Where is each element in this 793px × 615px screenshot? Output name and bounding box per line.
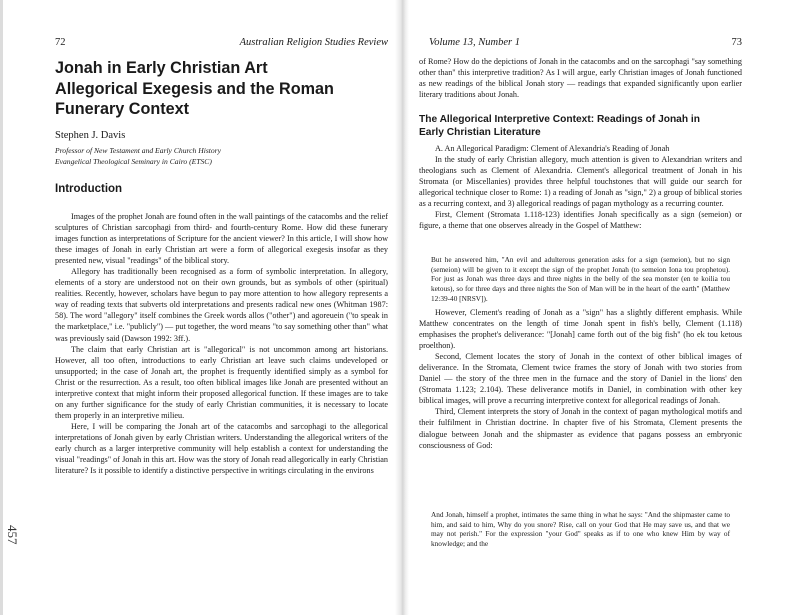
subheading-clement: A. An Allegorical Paradigm: Clement of Alexandria's Reading of Jonah <box>435 144 670 153</box>
right-page <box>419 0 742 615</box>
stromata-quote: And Jonah, himself a prophet, intimates the same thing in what he says: "And the shipmaster came to him, and said to him, Why do you snore? Rise, call on your God that He may save us, and that we may not perish." For the expression "your God" speaks as if to one who knew Him by way of knowledge; and the <box>431 510 730 549</box>
right-page-number: 73 <box>731 37 742 48</box>
section-heading-introduction: Introduction <box>55 183 123 195</box>
book-gutter <box>395 0 409 615</box>
right-paragraph-5: Third, Clement interprets the story of Jonah in the context of pagan mythological motifs and their fulfilment in Christian doctrine. In chapter five of his Stromata, Clement presents the dialogue between Jonah and the shipmaster as evidence that pagans possess an embryonic consciousness of God: <box>419 407 742 450</box>
left-paragraph-1: Images of the prophet Jonah are found often in the wall paintings of the catacombs and the relief sculptures of Christian sarcophagi from third- and fourth-century Rome. How did these funerary images function as interpretations of Scripture for the ancient viewer? In this article, I will show how these images of Jonah in early Christian art were a form of allegorical exegesis insofar as they presented new, visual "readings" of the biblical story. <box>55 212 388 266</box>
right-paragraph-1: In the study of early Christian allegory, much attention is given to Alexandrian writers and theologians such as Clement of Alexandria. Clement's allegorical treatment of Jonah in his Stromata (or Miscellanies) provides three helpful touchstones that will guide our search for allegorical technique closer to Rome: 1) a reading of Jonah as "sign," 2) a group of biblical stories as a recurring context, and 3) allegorical readings of pagan mythology as a recurring counter. <box>419 155 742 209</box>
right-paragraph-2: First, Clement (Stromata 1.118-123) identifies Jonah specifically as a sign (semeion) or figure, a theme that one observes already in the Gospel of Matthew: <box>419 210 742 231</box>
left-journal-title: Australian Religion Studies Review <box>239 37 388 48</box>
left-paragraph-4: Here, I will be comparing the Jonah art of the catacombs and sarcophagi to the allegorical interpretations of Jonah given by early Christian writers. Understanding the allegorical writers of the early church as a larger interpretive community will help establish a context for understanding the visual "readings" of Jonah in this art. How was the story of Jonah read allegorically in early Christian literature? Is it possible to identify a distinctive perspective in writings circulating in the environs <box>55 421 388 476</box>
right-intro-text <box>419 56 742 100</box>
left-paragraph-2: Allegory has traditionally been recognised as a form of symbolic interpretation. In allegory, elements of a story are understood not on their own grounds, but as symbols of other (spiritual) realities. Recently, however, scholars have begun to pay more attention to how allegory represents a way of reading texts that subverts old interpretations and presents radical new ones (Whitman 1987: 58). The word "allegory" itself combines the Greek words allos ("other") and agoreuein ("to speak in the marketplace," i.e. "publicly") — put together, the word means "to say something other than" what was previously said (Dawson 1992: 3ff.). <box>55 267 388 343</box>
author-name: Stephen J. Davis <box>55 130 126 141</box>
author-affiliation-2: Evangelical Theological Seminary in Cairo (ETSC) <box>55 157 212 166</box>
left-page <box>55 0 388 615</box>
article-title <box>55 58 388 120</box>
left-page-number: 72 <box>55 37 66 48</box>
title-line-2: Allegorical Exegesis and the Roman <box>55 79 334 98</box>
right-paragraph-3: However, Clement's reading of Jonah as a "sign" has a slightly different emphasis. While Matthew concentrates on the length of time Jonah spent in fish's belly, Clement (1.118) emphasises the prophet's deliverance: "[Jonah] came forth out of the big fish" (ho ek tou ketous proelthon). <box>419 308 742 351</box>
title-line-1: Jonah in Early Christian Art <box>55 59 268 77</box>
right-body-upper <box>419 143 742 231</box>
left-body-text <box>55 211 388 476</box>
matthew-quote: But he answered him, "An evil and adulterous generation asks for a sign (semeion), but no sign (semeion) will be given to it except the sign of the prophet Jonah (to semeion Iona tou prophetou). For just as Jonah was three days and three nights in the belly of the sea monster (en te koilia tou ketous), so for three days and three nights the Son of Man will be in the heart of the earth" (Matthew 12:39-40 [NRSV]). <box>431 255 730 303</box>
right-journal-title: Volume 13, Number 1 <box>429 37 520 48</box>
scan-edge <box>0 0 3 615</box>
left-paragraph-3: The claim that early Christian art is "allegorical" is not uncommon among art historians. However, all too often, introductions to early Christian art leave such claims undeveloped or unsupported; in the case of Jonah art, the prophet is frequently identified simply as a symbol for Christ or the resurrection. As a result, too often biblical images like Jonah are presented without an interpretive context that might inform their proposed allegorical function. If these images are to take on any further significance for the study of early Christian communities, it is necessary to locate them properly in an interpretive milieu. <box>55 344 388 420</box>
right-body-lower <box>419 307 742 451</box>
right-paragraph-4: Second, Clement locates the story of Jonah in the context of other biblical images of deliverance. In the Stromata, Clement twice frames the story of Jonah with two stories from Daniel — the story of the three men in the furnace and the story of Daniel in the lions' den (Stromata 1.123; 2.104). These deliverance motifs in Daniel, in combination with other key biblical images, will prove a recurring interpretive context for allegorical readings of Jonah. <box>419 352 742 406</box>
right-intro-paragraph: of Rome? How do the depictions of Jonah in the catacombs and on the sarcophagi "say something other than" this interpretive tradition? As I will argue, early Christian images of Jonah functioned as new readings of the biblical Jonah story — readings that expanded significantly upon earlier literary traditions about Jonah. <box>419 57 742 100</box>
section-heading-line-2: Early Christian Literature <box>419 127 541 138</box>
right-running-head <box>419 37 742 51</box>
left-running-head <box>55 37 388 51</box>
section-heading-line-1: The Allegorical Interpretive Context: Readings of Jonah in <box>419 114 700 125</box>
author-affiliation-1: Professor of New Testament and Early Church History <box>55 146 222 155</box>
title-line-3: Funerary Context <box>55 100 190 118</box>
margin-stamp-text: 457 <box>5 525 20 545</box>
margin-stamp <box>6 525 22 565</box>
section-heading-allegorical-context <box>419 113 700 139</box>
